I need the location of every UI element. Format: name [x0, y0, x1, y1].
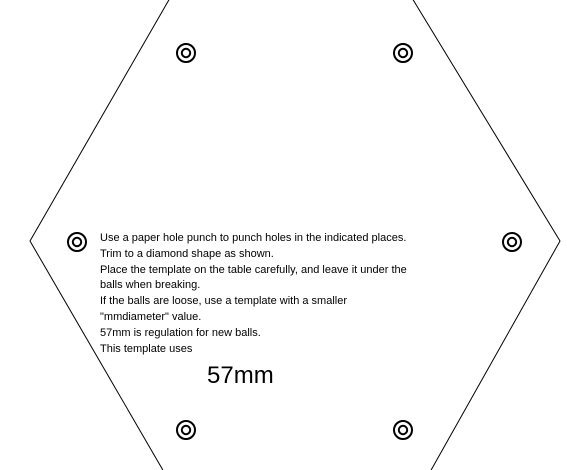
instructions-text — [100, 231, 460, 357]
instruction-line: Trim to a diamond shape as shown. — [100, 247, 274, 260]
instruction-line: If the balls are loose, use a template with a smaller — [100, 295, 348, 308]
punch-hole-bottom-left-icon — [177, 421, 195, 439]
instruction-line: This template uses — [100, 342, 193, 355]
instruction-line: balls when breaking. — [100, 279, 201, 292]
instruction-line: Place the template on the table carefully, and leave it under the — [100, 263, 407, 276]
diameter-label: 57mm — [207, 362, 274, 389]
instruction-line: "mmdiameter" value. — [100, 310, 202, 323]
punch-hole-right-icon — [503, 233, 521, 251]
punch-hole-left-icon — [68, 233, 86, 251]
instruction-line: 57mm is regulation for new balls. — [100, 326, 261, 339]
instruction-line: Use a paper hole punch to punch holes in the indicated places. — [100, 232, 407, 244]
punch-hole-top-left-icon — [177, 44, 195, 62]
punch-hole-bottom-right-icon — [394, 421, 412, 439]
punch-hole-top-right-icon — [394, 44, 412, 62]
